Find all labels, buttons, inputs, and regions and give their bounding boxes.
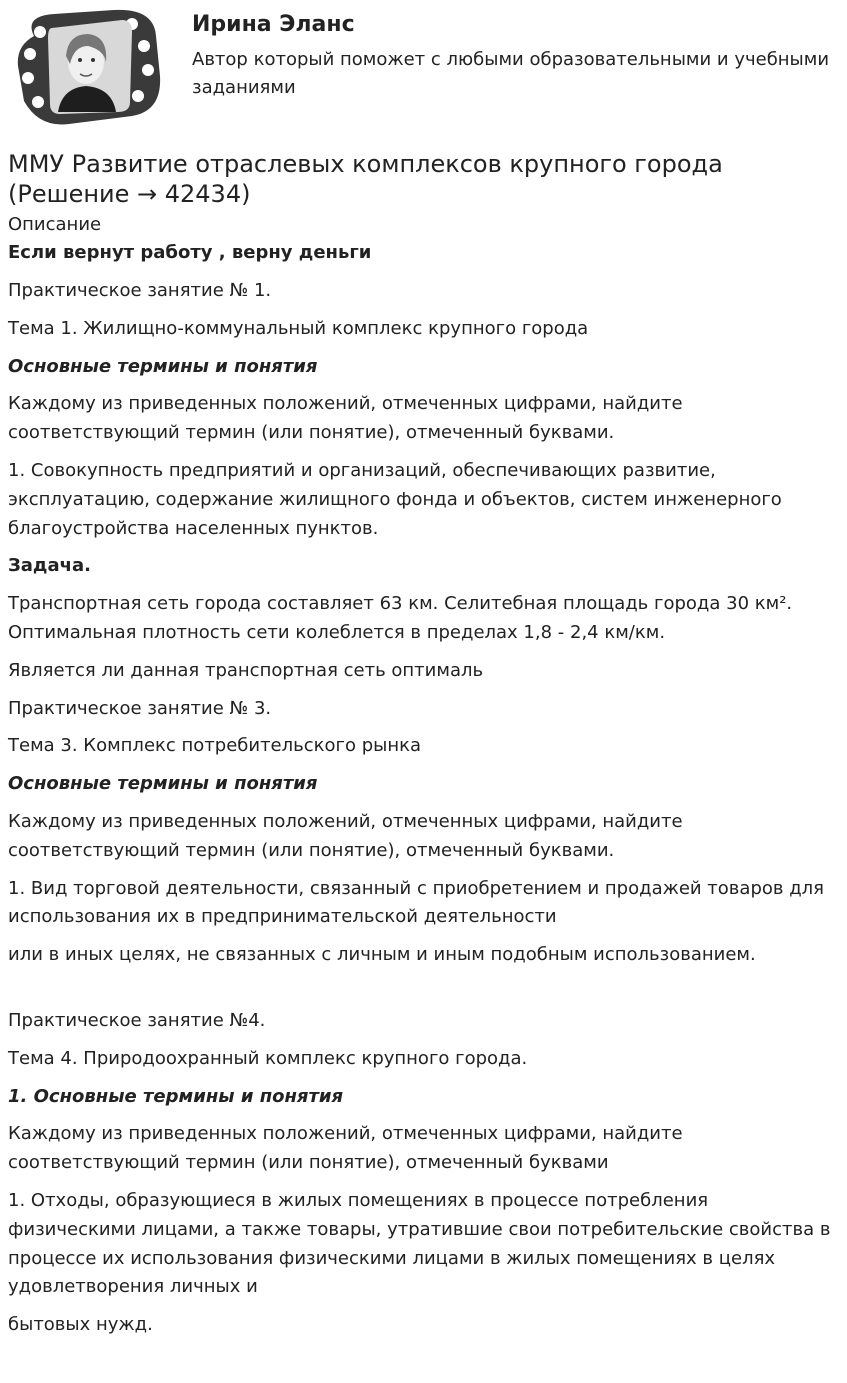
- author-description: Автор который поможет с любыми образовательными и учебными заданиями: [192, 49, 830, 98]
- paragraph-topic-4: Тема 4. Природоохранный комплекс крупного города.: [8, 1047, 528, 1069]
- document-title: ММУ Развитие отраслевых комплексов крупного города (Решение → 42434): [8, 150, 723, 208]
- paragraph-item-4-1-cont: бытовых нужд.: [8, 1314, 153, 1336]
- paragraph-practice-1: Практическое занятие № 1.: [8, 280, 272, 301]
- paragraph-item-4-1: 1. Отходы, образующиеся в жилых помещениях в процессе потребления физическими лицами, а также товары, утратившие свои потребительские свойства в процессе их использования физическими лицами в жилых помещениях в целях удовлетворения личных и: [8, 1189, 831, 1298]
- subheading-terms-4: 1. Основные термины и понятия: [8, 1085, 344, 1107]
- paragraph-item-3-1-cont: или в иных целях, не связанных с личным и иным подобным использованием.: [8, 944, 756, 966]
- paragraph-item-1: 1. Совокупность предприятий и организаций, обеспечивающих развитие, эксплуатацию, содержание жилищного фонда и объектов, систем инженерного благоустройства населенных пунктов.: [8, 459, 782, 539]
- paragraph-item-3-1: 1. Вид торговой деятельности, связанный с приобретением и продажей товаров для использования их в предпринимательской деятельности: [8, 877, 824, 928]
- description-label: Описание: [8, 214, 102, 235]
- paragraph-instructions-1: Каждому из приведенных положений, отмеченных цифрами, найдите соответствующий термин (или понятие), отмеченный буквами.: [8, 393, 683, 444]
- subheading-task: Задача.: [8, 555, 91, 577]
- author-header: [8, 0, 839, 135]
- paragraph-topic-3: Тема 3. Комплекс потребительского рынка: [8, 735, 422, 757]
- paragraph-topic-1: Тема 1. Жилищно-коммунальный комплекс крупного города: [8, 317, 589, 339]
- guarantee-text: Если вернут работу , верну деньги: [8, 242, 372, 263]
- paragraph-practice-3: Практическое занятие № 3.: [8, 697, 272, 719]
- subheading-terms-1: Основные термины и понятия: [8, 355, 318, 377]
- paragraph-task-question: Является ли данная транспортная сеть оптималь: [8, 659, 484, 681]
- paragraph-instructions-4: Каждому из приведенных положений, отмеченных цифрами, найдите соответствующий термин (или понятие), отмеченный буквами: [8, 1123, 683, 1174]
- subheading-terms-3: Основные термины и понятия: [8, 773, 318, 795]
- paragraph-practice-4: Практическое занятие №4.: [8, 1009, 266, 1031]
- paragraph-instructions-3: Каждому из приведенных положений, отмеченных цифрами, найдите соответствующий термин (или понятие), отмеченный буквами.: [8, 810, 683, 861]
- spacer: [8, 979, 839, 1007]
- paragraph-task-text: Транспортная сеть города составляет 63 км. Селитебная площадь города 30 км². Оптимальная плотность сети колеблется в пределах 1,8 - 2,4 км/км.: [8, 593, 793, 643]
- author-avatar[interactable]: [14, 6, 162, 128]
- author-name[interactable]: Ирина Эланс: [192, 12, 355, 37]
